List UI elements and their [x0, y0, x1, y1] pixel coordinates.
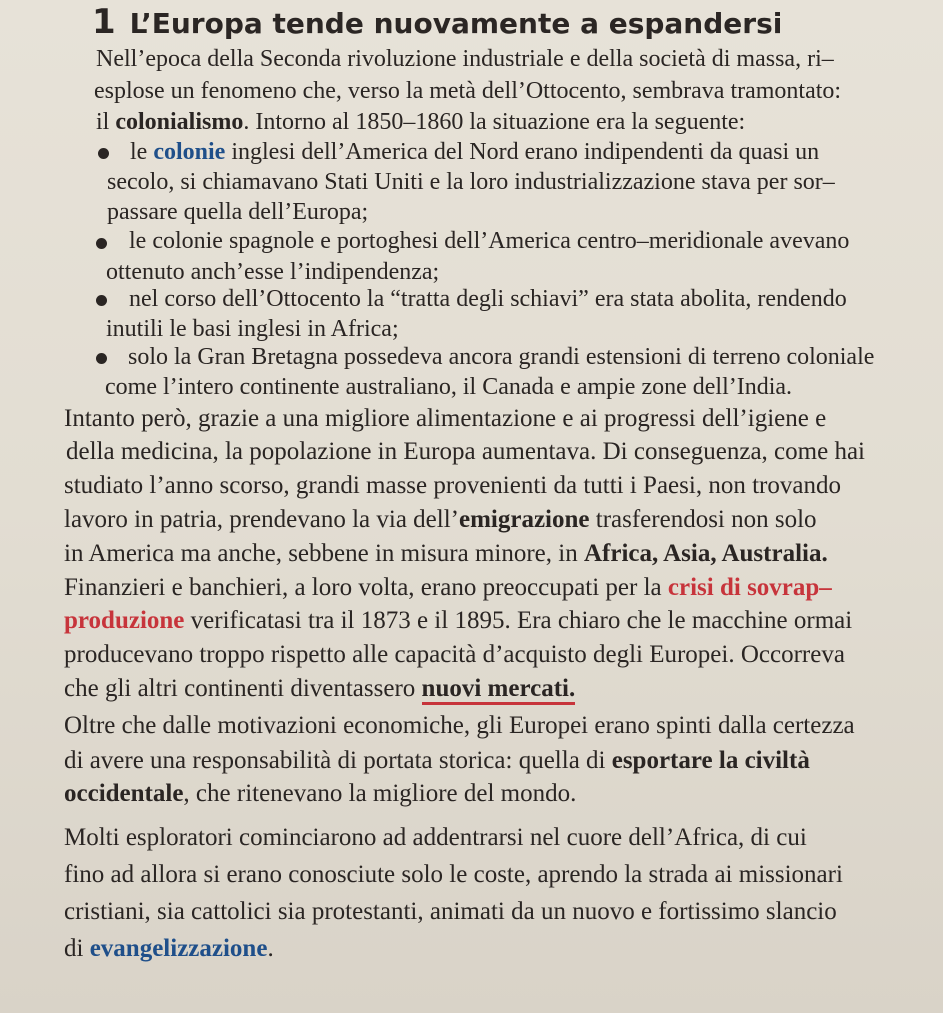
- intro-line: esplose un fenomeno che, verso la metà dell’Ottocento, sembrava tramontato:: [94, 78, 842, 104]
- paragraph-line: studiato l’anno scorso, grandi masse provenienti da tutti i Paesi, non trovando: [64, 472, 841, 499]
- section-heading: [92, 2, 782, 42]
- paragraph-line: Oltre che dalle motivazioni economiche, gli Europei erano spinti dalla certezza: [64, 712, 855, 739]
- bullet-dot: [96, 353, 107, 364]
- paragraph-line: occidentale, che ritenevano la migliore del mondo.: [64, 780, 577, 807]
- paragraph-line: Intanto però, grazie a una migliore alimentazione e ai progressi dell’igiene e: [64, 405, 827, 432]
- bullet-item-cont: passare quella dell’Europa;: [107, 199, 369, 225]
- paragraph-line: di evangelizzazione.: [64, 935, 274, 962]
- paragraph-line: lavoro in patria, prendevano la via dell’emigrazione trasferendosi non solo: [64, 506, 817, 533]
- bullet-dot: [96, 238, 107, 249]
- paragraph-line: Molti esploratori cominciarono ad addentrarsi nel cuore dell’Africa, di cui: [64, 824, 807, 851]
- paragraph-line: producevano troppo rispetto alle capacità d’acquisto degli Europei. Occorreva: [64, 641, 845, 668]
- bullet-item-cont: ottenuto anch’esse l’indipendenza;: [106, 259, 440, 285]
- bullet-item-cont: come l’intero continente australiano, il Canada e ampie zone dell’India.: [105, 374, 793, 400]
- paragraph-line: cristiani, sia cattolici sia protestanti, animati da un nuovo e fortissimo slancio: [64, 898, 837, 925]
- paragraph-line: in America ma anche, sebbene in misura minore, in Africa, Asia, Australia.: [64, 540, 828, 567]
- paragraph-line: fino ad allora si erano conosciute solo le coste, aprendo la strada ai missionari: [64, 861, 843, 888]
- bullet-item-cont: secolo, si chiamavano Stati Uniti e la loro industrializzazione stava per sor–: [107, 169, 835, 195]
- section-title: L’Europa tende nuovamente a espandersi: [129, 7, 783, 40]
- paragraph-line: Finanzieri e banchieri, a loro volta, erano preoccupati per la crisi di sovrap–: [64, 574, 832, 601]
- bullet-item-cont: inutili le basi inglesi in Africa;: [106, 316, 399, 342]
- intro-line: il colonialismo. Intorno al 1850–1860 la situazione era la seguente:: [96, 109, 746, 135]
- bullet-item: nel corso dell’Ottocento la “tratta degli schiavi” era stata abolita, rendendo: [129, 286, 847, 312]
- bullet-item: le colonie inglesi dell’America del Nord erano indipendenti da quasi un: [130, 139, 820, 165]
- paragraph-line: della medicina, la popolazione in Europa aumentava. Di conseguenza, come hai: [66, 438, 865, 465]
- paragraph-line: che gli altri continenti diventassero nuovi mercati.: [64, 674, 575, 704]
- section-number: 1: [92, 2, 116, 42]
- paragraph-line: produzione verificatasi tra il 1873 e il 1895. Era chiaro che le macchine ormai: [64, 607, 853, 634]
- intro-line: Nell’epoca della Seconda rivoluzione industriale e della società di massa, ri–: [96, 46, 834, 72]
- paragraph-line: di avere una responsabilità di portata storica: quella di esportare la civiltà: [64, 747, 810, 774]
- bullet-item: solo la Gran Bretagna possedeva ancora grandi estensioni di terreno coloniale: [128, 344, 875, 370]
- bullet-dot: [98, 148, 109, 159]
- bullet-item: le colonie spagnole e portoghesi dell’America centro–meridionale avevano: [129, 228, 850, 254]
- bullet-dot: [96, 295, 107, 306]
